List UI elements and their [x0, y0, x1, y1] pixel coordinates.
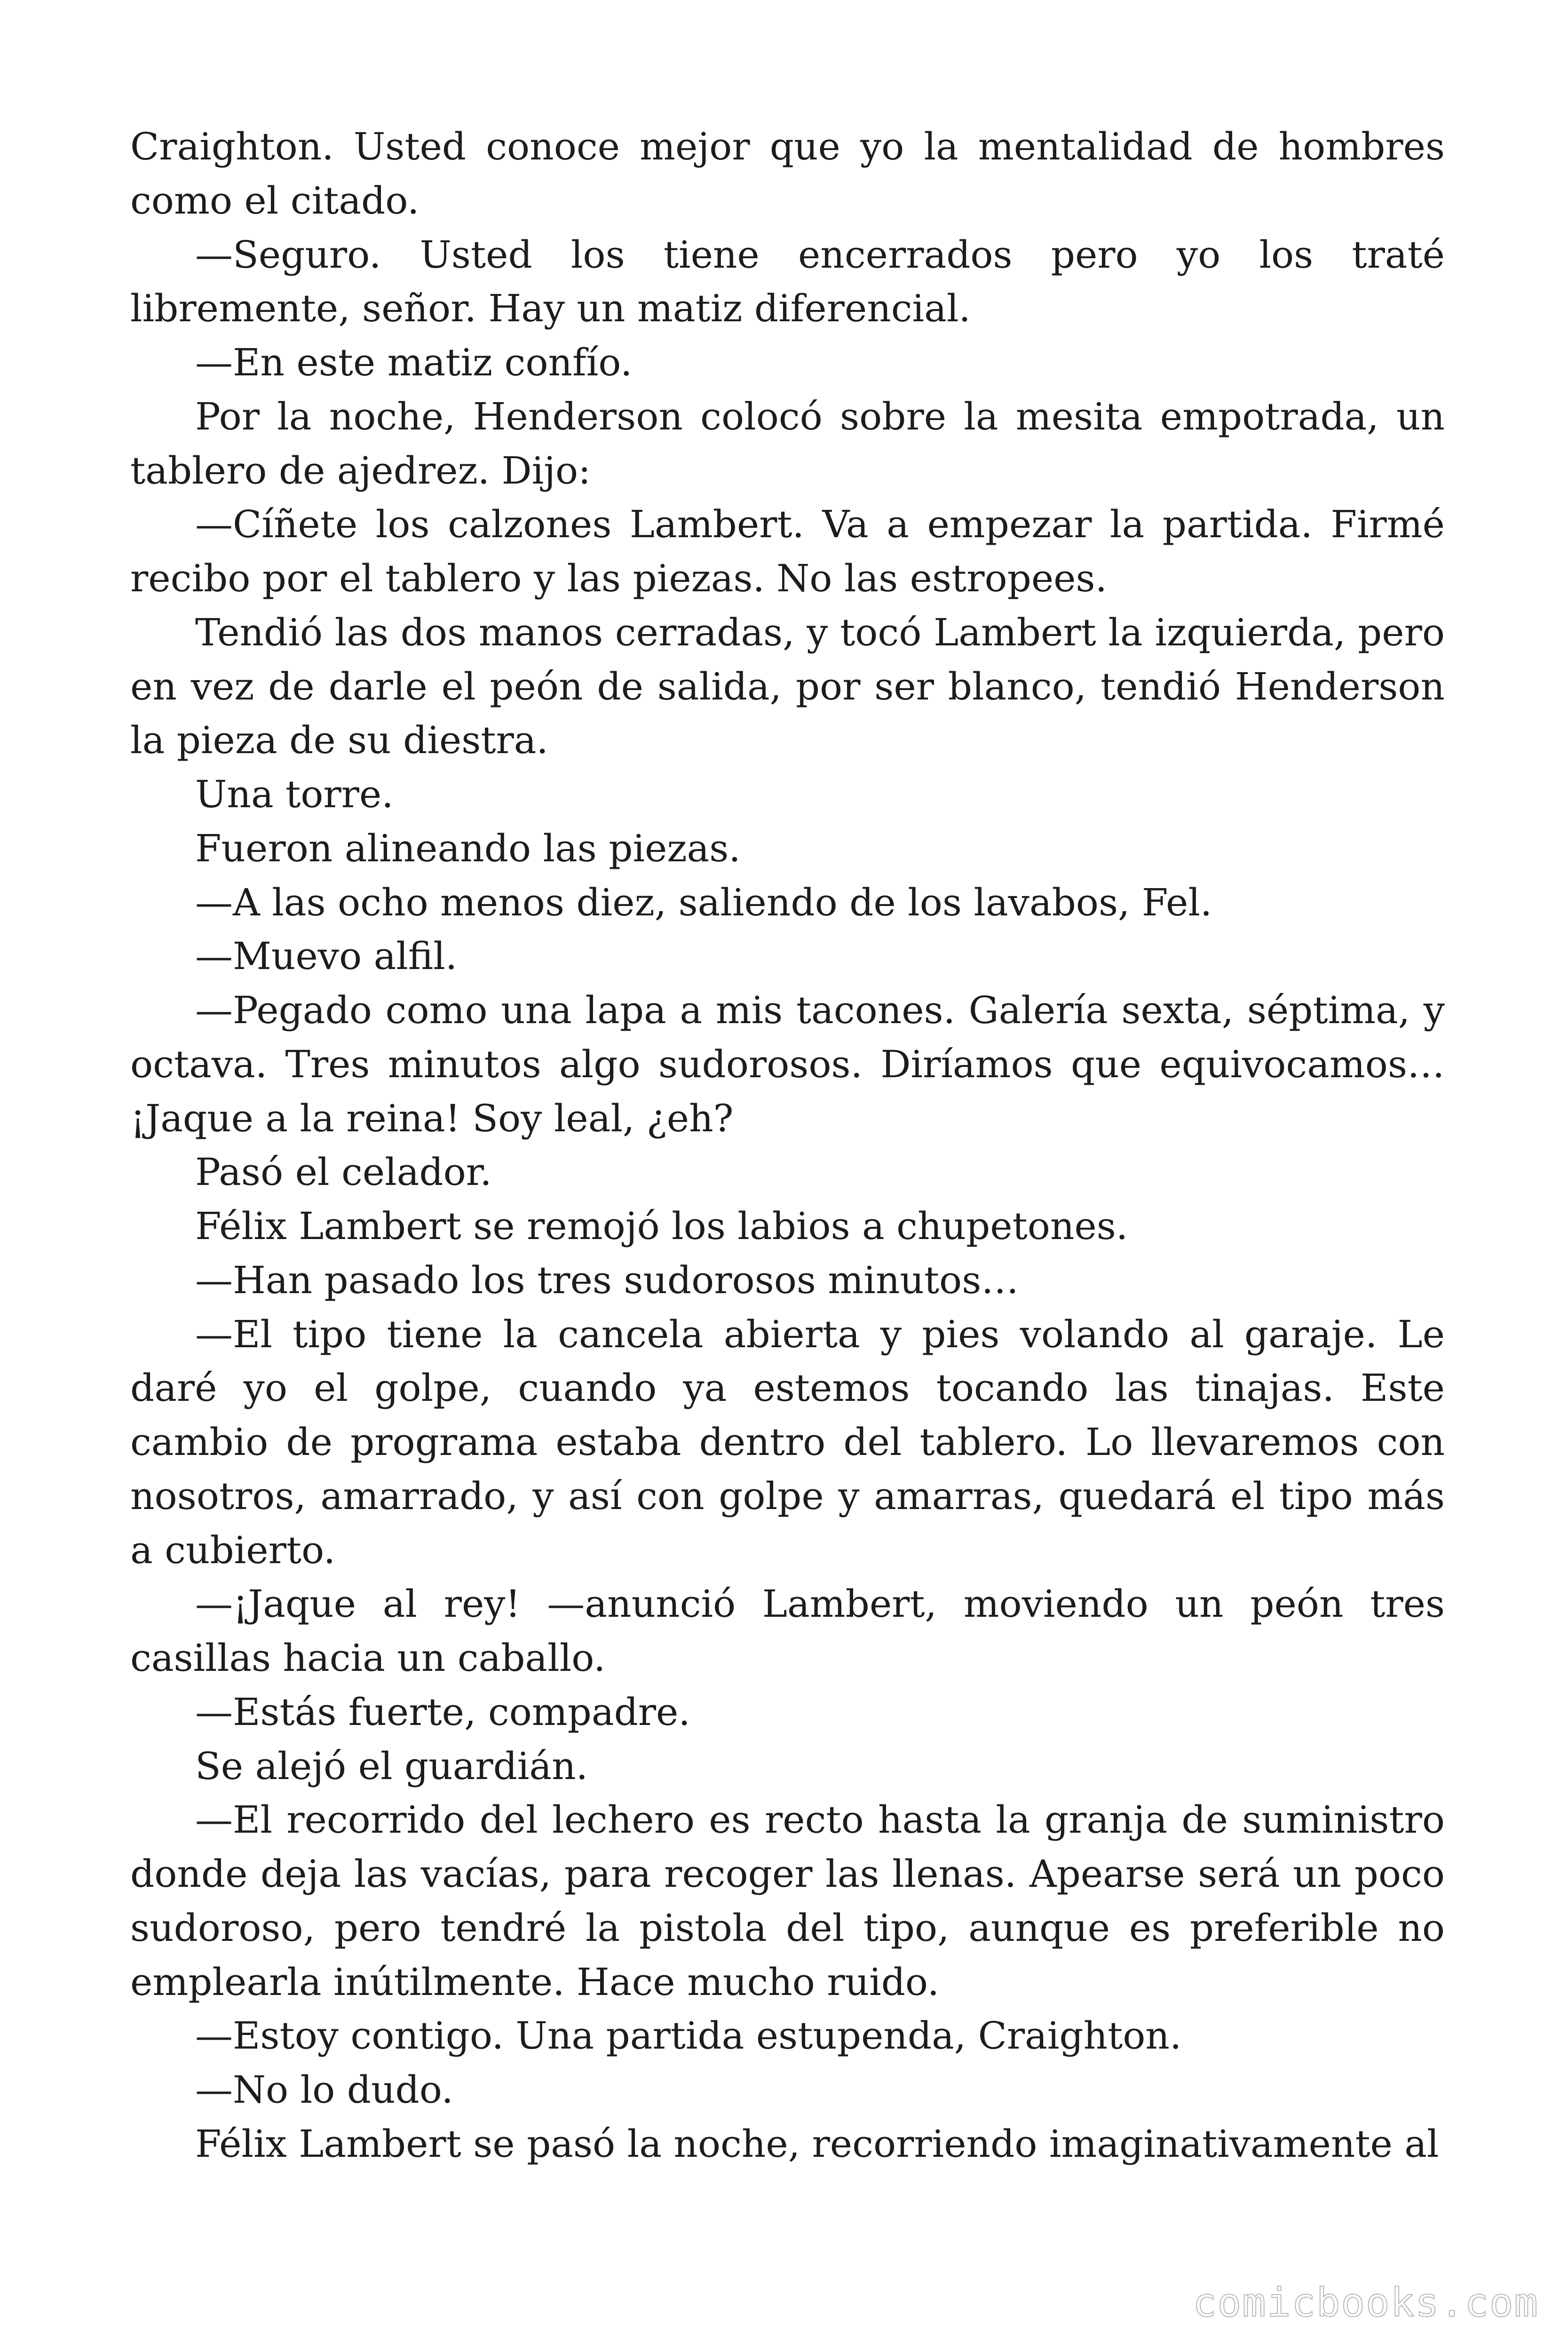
paragraph: Félix Lambert se remojó los labios a chupetones. [195, 1204, 1128, 1248]
paragraph: —A las ocho menos diez, saliendo de los lavabos, Fel. [195, 880, 1212, 924]
paragraph: Se alejó el guardián. [195, 1744, 588, 1788]
paragraph: —Pegado como una lapa a mis tacones. Galería sexta, séptima, y octava. Tres minutos algo sudorosos. Diríamos que equivocamos… ¡Jaque a la reina! Soy leal, ¿eh? [130, 988, 1445, 1140]
paragraph: Fueron alineando las piezas. [195, 826, 741, 870]
paragraph: —Han pasado los tres sudorosos minutos… [195, 1258, 1019, 1302]
paragraph: Craighton. Usted conoce mejor que yo la mentalidad de hombres como el citado. [130, 125, 1445, 222]
paragraph: —Muevo alfil. [195, 934, 458, 978]
paragraph: —El tipo tiene la cancela abierta y pies volando al garaje. Le daré yo el golpe, cuando ya estemos tocando las tinajas. Este cambio de programa estaba dentro del tablero. Lo llevaremos con nosotros, amarrado, y así con golpe y amarras, quedará el tipo más a cubierto. [130, 1312, 1445, 1572]
paragraph: —El recorrido del lechero es recto hasta la granja de suministro donde deja las vacías, para recoger las llenas. Apearse será un poco sudoroso, pero tendré la pistola del tipo, aunque es preferible no emplearla inútilmente. Hace mucho ruido. [130, 1798, 1445, 2004]
paragraph: Tendió las dos manos cerradas, y tocó Lambert la izquierda, pero en vez de darle el peón de salida, por ser blanco, tendió Henderson la pieza de su diestra. [130, 610, 1445, 763]
paragraph: Por la noche, Henderson colocó sobre la mesita empotrada, un tablero de ajedrez. Dijo: [130, 394, 1445, 493]
paragraph: —En este matiz confío. [195, 341, 633, 384]
paragraph: Félix Lambert se pasó la noche, recorriendo imaginativamente al [195, 2122, 1439, 2166]
paragraph: —No lo dudo. [195, 2068, 453, 2112]
paragraph: —Seguro. Usted los tiene encerrados pero yo los traté libremente, señor. Hay un matiz diferencial. [130, 232, 1445, 331]
paragraph: —¡Jaque al rey! —anunció Lambert, moviendo un peón tres casillas hacia un caballo. [130, 1582, 1445, 1680]
watermark: comicbooks.com [1192, 2280, 1539, 2326]
paragraph: —Estás fuerte, compadre. [195, 1690, 690, 1734]
paragraph: —Cíñete los calzones Lambert. Va a empezar la partida. Firmé recibo por el tablero y las piezas. No las estropees. [130, 502, 1445, 600]
paragraph: Pasó el celador. [195, 1150, 492, 1194]
paragraph: —Estoy contigo. Una partida estupenda, Craighton. [195, 2014, 1182, 2058]
body-text [130, 120, 1445, 2171]
paragraph: Una torre. [195, 772, 394, 816]
